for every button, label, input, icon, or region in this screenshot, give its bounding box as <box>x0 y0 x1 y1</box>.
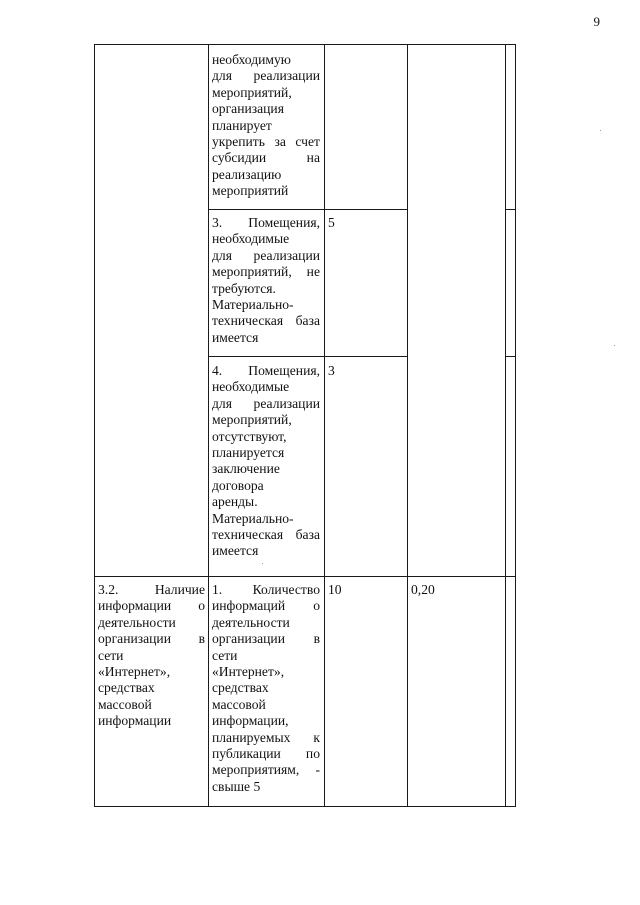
option-line: мероприятий, <box>212 412 292 428</box>
row-divider-1-right <box>505 209 515 210</box>
option-line: субсидии на <box>212 150 320 166</box>
option-line: требуются. <box>212 280 276 296</box>
option-line: мероприятий, <box>212 84 292 100</box>
weight-value: 0,20 <box>411 582 435 597</box>
table-row <box>212 215 320 346</box>
option-line: организации в <box>212 631 320 647</box>
option-line: 1. Количество <box>212 582 320 597</box>
option-line: планирует <box>212 117 272 133</box>
option-line: свыше 5 <box>212 778 261 794</box>
option-line: имеется <box>212 329 259 345</box>
option-line: необходимую <box>212 52 291 67</box>
score-value: 10 <box>328 582 342 597</box>
option-line: мероприятиям, - <box>212 762 320 778</box>
row-divider-3 <box>94 576 515 577</box>
criterion-line: массовой <box>98 696 152 712</box>
table-bottom-border <box>94 806 515 807</box>
row-divider-1 <box>208 209 407 210</box>
option-line: «Интернет», <box>212 664 285 680</box>
col-border-5 <box>515 44 516 807</box>
criterion-line: организации в <box>98 631 205 647</box>
criterion-line: информации <box>98 713 172 729</box>
criterion-line: «Интернет», <box>98 664 171 680</box>
col-border-1 <box>208 44 209 807</box>
option-line: аренды. <box>212 494 258 510</box>
table-row <box>212 52 320 200</box>
option-line: отсутствуют, <box>212 428 287 444</box>
option-line: имеется <box>212 543 259 559</box>
option-line: массовой <box>212 696 266 712</box>
option-line: сети <box>212 647 238 663</box>
option-line: для реализации <box>212 395 320 411</box>
option-line: реализацию <box>212 166 282 182</box>
option-line: заключение <box>212 461 280 477</box>
page-number: 9 <box>593 14 600 29</box>
criterion-line: средствах <box>98 680 155 696</box>
table-top-border <box>94 44 515 45</box>
criterion-line: 3.2. Наличие <box>98 582 205 597</box>
option-line: договора <box>212 477 264 493</box>
table-row <box>212 582 320 795</box>
option-line: публикации по <box>212 746 320 762</box>
option-line: техническая база <box>212 313 320 329</box>
criterion-line: деятельности <box>98 614 176 630</box>
option-line: Материально- <box>212 297 294 313</box>
option-line: для реализации <box>212 247 320 263</box>
option-line: информаций о <box>212 598 320 614</box>
criterion-line: сети <box>98 647 124 663</box>
col-border-4 <box>505 44 506 807</box>
option-line: планируемых к <box>212 729 320 745</box>
option-line: организация <box>212 101 284 117</box>
option-line: 4. Помещения, <box>212 363 320 378</box>
option-line: укрепить за счет <box>212 134 320 150</box>
score-value: 5 <box>328 215 335 230</box>
scan-speck <box>614 345 615 346</box>
option-line: для реализации <box>212 68 320 84</box>
col-border-2 <box>324 44 325 807</box>
option-line: необходимые <box>212 231 290 247</box>
option-line: техническая база <box>212 527 320 543</box>
scan-speck <box>600 130 601 131</box>
table-row <box>212 363 320 560</box>
col-border-0 <box>94 44 95 807</box>
row-divider-2-right <box>505 356 515 357</box>
option-line: информации, <box>212 713 289 729</box>
option-line: мероприятий, не <box>212 264 320 280</box>
row-divider-2 <box>208 356 407 357</box>
criterion-line: информации о <box>98 598 205 614</box>
option-line: планируется <box>212 445 285 461</box>
option-line: средствах <box>212 680 269 696</box>
option-line: Материально- <box>212 510 294 526</box>
score-value: 3 <box>328 363 335 378</box>
option-line: деятельности <box>212 614 290 630</box>
criterion-cell <box>98 582 205 730</box>
option-line: необходимые <box>212 379 290 395</box>
scan-speck <box>262 563 263 564</box>
option-line: 3. Помещения, <box>212 215 320 230</box>
option-line: мероприятий <box>212 183 289 199</box>
col-border-3 <box>407 44 408 807</box>
